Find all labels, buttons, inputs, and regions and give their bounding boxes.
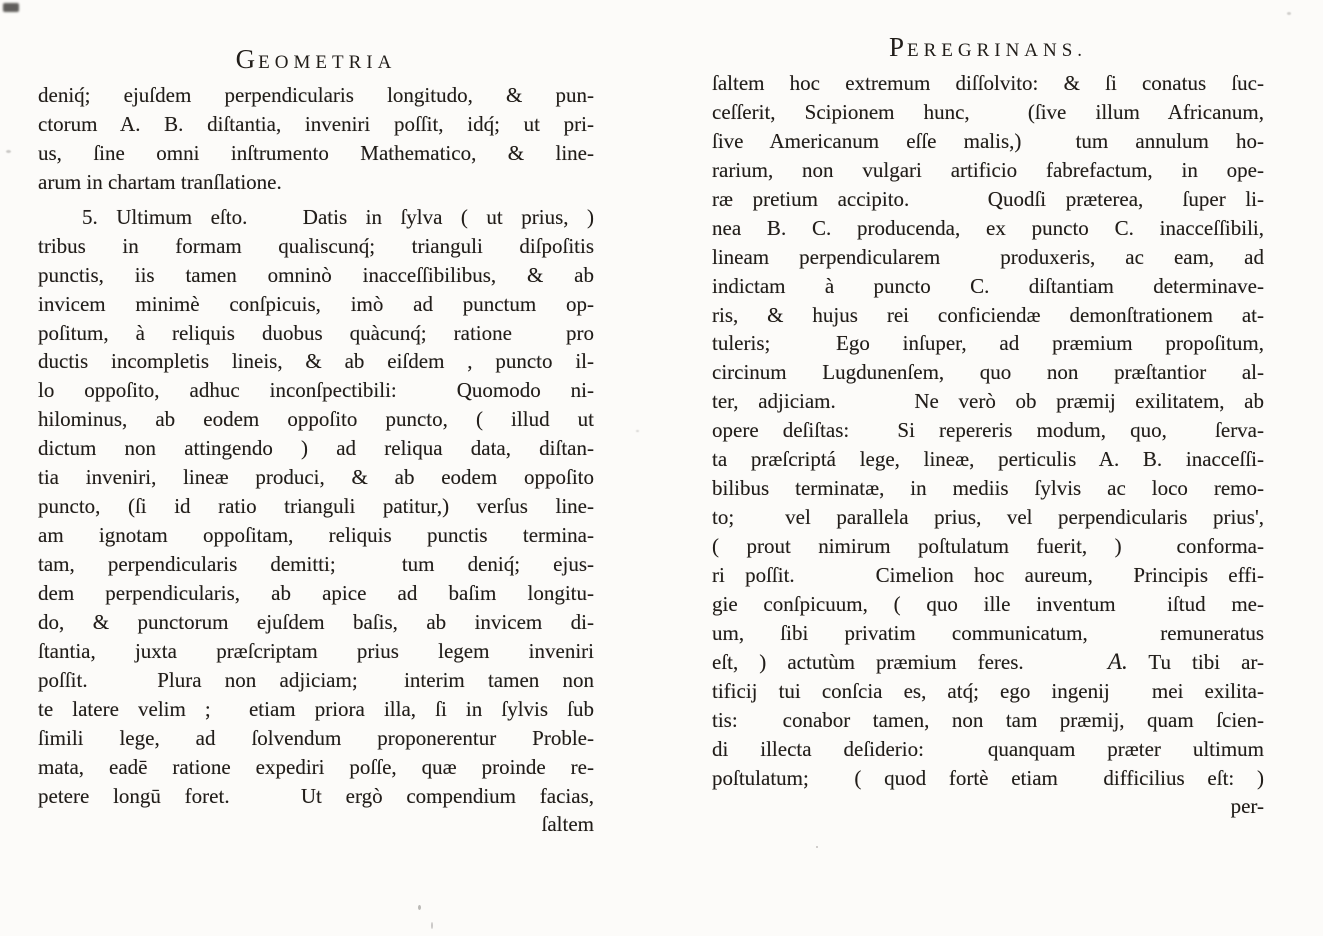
text-line: poſtulatum; ( quod fortè etiam difficilius eſt: ): [712, 765, 1264, 790]
text-line: di illecta deſiderio: quanquam præter ultimum: [712, 736, 1264, 761]
text-line: gie conſpicuum, ( quo ille inventum iſtud me-: [712, 591, 1264, 616]
text-line: ræ pretium accipito. Quodſi præterea, ſuper li-: [712, 186, 1264, 211]
text-line: ductis incompletis lineis, & ab eiſdem , puncto il-: [38, 349, 594, 374]
text-line: indictam à puncto C. diſtantiam determinave-: [712, 273, 1264, 298]
running-head-right: PEREGRINANS.: [888, 32, 1088, 62]
text-line: nea B. C. producenda, ex puncto C. inacceſſibili,: [712, 215, 1264, 240]
text-line: opere deſiſtas: Si repereris modum, quo, ſerva-: [712, 418, 1264, 443]
ink-speck: [6, 150, 11, 153]
text-line: ſive Americanum eſſe malis,) tum annulum ho-: [712, 128, 1264, 153]
ink-speck: [1287, 12, 1291, 15]
page-right-peregrinans: [712, 34, 1264, 821]
text-line: tuleris; Ego inſuper, ad præmium propoſitum,: [712, 331, 1264, 356]
text-line: us, ſine omni inſtrumento Mathematico, & line-: [38, 140, 594, 165]
text-line: arum in chartam tranſlatione.: [38, 169, 282, 194]
text-line: ri poſſit. Cimelion hoc aureum, Principis effi-: [712, 562, 1264, 587]
catchword-left: ſaltem: [541, 812, 594, 837]
text-line: puncto, (ſi id ratio trianguli patitur,) verſus line-: [38, 494, 594, 519]
text-line: um, ſibi privatim communicatum, remuneratus: [712, 620, 1264, 645]
text-line: bilibus terminatæ, in mediis ſylvis ac loco remo-: [712, 476, 1264, 501]
text-line: poſitum, à reliquis duobus quàcunq́; ratione pro: [38, 320, 594, 345]
text-line: te latere velim ; etiam priora illa, ſi in ſylvis ſub: [38, 696, 594, 721]
page-left-geometria: [38, 46, 594, 839]
text-line: tia inveniri, lineæ produci, & ab eodem oppoſito: [38, 465, 594, 490]
text-line: petere longū foret. Ut ergò compendium facias,: [38, 783, 594, 808]
text-block-left: [38, 81, 594, 839]
text-line: circinum Lugdunenſem, quo non præſtantior al-: [712, 360, 1264, 385]
text-line: hilominus, ab eodem oppoſito puncto, ( illud ut: [38, 407, 594, 432]
text-line: to; vel parallela prius, vel perpendicularis prius',: [712, 505, 1264, 530]
text-line: ris, & hujus rei conficiendæ demonſtrationem at-: [712, 302, 1264, 327]
text-line: dictum non attingendo ) ad reliqua data, diſtan-: [38, 436, 594, 461]
ink-speck: [418, 905, 421, 910]
text-line: deniq́; ejuſdem perpendicularis longitudo, & pun-: [38, 83, 594, 107]
text-line-with-script-initial: [712, 648, 1264, 677]
text-line: am ignotam oppoſitam, reliquis punctis termina-: [38, 523, 594, 548]
text-line: mata, eadē ratione expediri poſſe, quæ proinde re-: [38, 754, 594, 779]
text-segment: eſt, ) actutùm præmium feres.: [712, 649, 1108, 674]
text-line: tam, perpendicularis demitti; tum deniq́; ejus-: [38, 552, 594, 576]
text-line: ſimili lege, ad ſolvendum proponerentur Proble-: [38, 725, 594, 750]
text-segment: Tu tibi ar-: [1127, 649, 1264, 674]
text-line: punctis, iis tamen omninò inacceſſibilibus, & ab: [38, 262, 594, 287]
text-line: do, & punctorum ejuſdem baſis, ab invicem di-: [38, 609, 594, 634]
ink-speck: [636, 430, 639, 432]
text-block-right: [712, 69, 1264, 821]
text-line: rarium, non vulgari artificio fabrefactum, in ope-: [712, 157, 1264, 182]
text-line: 5. Ultimum eſto. Datis in ſylva ( ut prius, ): [82, 204, 594, 229]
text-line: ta præſcriptá lege, lineæ, perticulis A. B. inacceſſi-: [712, 447, 1264, 472]
text-line: ſtantia, juxta præſcriptam prius legem inveniri: [38, 638, 594, 663]
text-line: tificij tui conſcia es, atq́; ego ingenij mei exilita-: [712, 678, 1264, 703]
text-line: tis: conabor tamen, non tam præmij, quam ſcien-: [712, 707, 1264, 732]
text-line: ſaltem hoc extremum diſſolvito: & ſi conatus ſuc-: [712, 71, 1264, 95]
text-line: invicem minimè conſpicuis, imò ad punctum op-: [38, 291, 594, 316]
text-line: ceſſerit, Scipionem hunc, (ſive illum Africanum,: [712, 99, 1264, 124]
script-letter-A: A.: [1107, 648, 1128, 674]
text-line: ter, adjiciam. Ne verò ob præmij exilitatem, ab: [712, 389, 1264, 414]
text-line: ctorum A. B. diſtantia, inveniri poſſit, idq́; ut pri-: [38, 111, 594, 136]
text-line: lineam perpendicularem produxeris, ac eam, ad: [712, 244, 1264, 269]
ink-speck: [816, 846, 818, 848]
text-line: ( prout nimirum poſtulatum fuerit, ) conforma-: [712, 534, 1264, 558]
ink-speck: [431, 922, 433, 929]
text-line: dem perpendicularis, ab apice ad baſim longitu-: [38, 580, 594, 605]
ink-speck: [3, 3, 19, 12]
running-head-left: GEOMETRIA: [235, 44, 397, 74]
text-line: poſſit. Plura non adjiciam; interim tamen non: [38, 667, 594, 692]
text-line: tribus in formam qualiscunq́; trianguli diſpoſitis: [38, 233, 594, 258]
catchword-right: per-: [1230, 794, 1264, 819]
text-line: lo oppoſito, adhuc inconſpectibili: Quomodo ni-: [38, 378, 594, 403]
